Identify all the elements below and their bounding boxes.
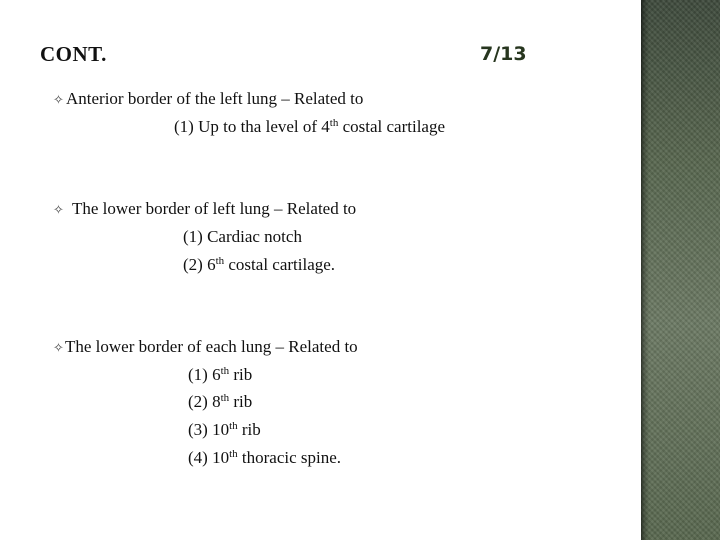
list-item: (4) 10th thoracic spine. [188,448,342,467]
bullet-diamond-icon: ✧ [53,93,64,108]
section-heading: The lower border of left lung – Related to [72,199,357,218]
decorative-side-panel [641,0,720,540]
list-item: (3) 10th rib [188,420,261,439]
list-item: (2) 8th rib [188,392,253,411]
list-item: (2) 6th costal cartilage. [183,255,336,274]
page-number: 7/13 [480,43,527,65]
slide-title: CONT. [40,42,107,66]
list-item: (1) Cardiac notch [183,227,302,246]
section-heading: The lower border of each lung – Related to [65,337,358,356]
bullet-diamond-icon: ✧ [53,203,64,218]
bullet-diamond-icon: ✧ [53,341,64,356]
list-item: (1) Up to tha level of 4th costal cartilage [174,117,446,136]
list-item: (1) 6th rib [188,365,253,384]
section-heading: Anterior border of the left lung – Related to [66,89,364,108]
